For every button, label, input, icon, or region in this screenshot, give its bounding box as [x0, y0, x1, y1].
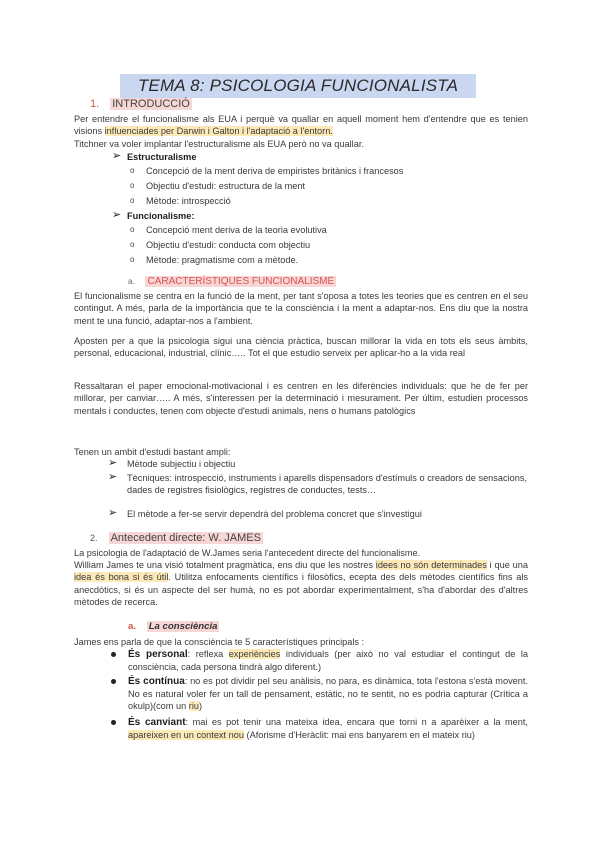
- arrow-bullet-icon: ➢: [112, 150, 122, 162]
- paragraph: Tenen un ambit d'estudi bastant ampli:: [74, 447, 231, 457]
- estr-item: Mètode: introspecció: [146, 196, 231, 206]
- subsection-consciencia-number: a.: [128, 621, 137, 632]
- arrow-bullet-icon: ➢: [108, 507, 118, 519]
- estructuralisme-title: Estructuralisme: [127, 152, 197, 162]
- intro-text: Per entendre el funcionalisme als EUA i perquè va quallar en aquell moment hem d'entendre que es tenien visions: [74, 114, 528, 137]
- funcionalisme-title: Funcionalisme:: [127, 211, 195, 221]
- paragraph: La psicologia de l'adaptació de W.James seria l'antecedent directe del funcionalisme.: [74, 548, 421, 558]
- circle-bullet-icon: o: [130, 240, 135, 249]
- func-item: Mètode: pragmatisme com a mètode.: [146, 255, 299, 265]
- arrow-bullet-icon: ➢: [108, 457, 118, 469]
- paragraph: Ressaltaran el paper emocional-motivacional i es centren en les diferències individuals: que he de fer per millorar, per canviar….. A més, s'interessen per la determinació i mesurament. Per últim, estudien processos mentals i conductes, tenen com objecte d'estudi animals, nens o humans patològics: [74, 381, 528, 416]
- section-2-number: 2.: [90, 533, 98, 543]
- subsection-consciencia-title: La consciència: [148, 621, 218, 632]
- paragraph: Aposten per a que la psicologia sigui una ciència pràctica, buscan millorar la vida en tots els seus àmbits, personal, educacional, industrial, clínic….. Tot el que estudio serveix per aplicar-ho a la vida real: [74, 336, 528, 359]
- section-1-heading: [90, 97, 192, 111]
- intro-paragraph: [74, 113, 528, 150]
- paragraph: El funcionalisme se centra en la funció de la ment, per tant s'oposa a totes les teories que es centren en el seu contingut. A més, parla de la importància que te la consciència i la ment a adaptar-nos. Ens diu que la nostra ment te una funció, adaptar-nos a l'ambient.: [74, 291, 528, 326]
- subsection-a-title: CARACTERÍSTIQUES FUNCIONALISME: [147, 276, 335, 287]
- func-item: Objectiu d'estudi: conducta com objectiu: [146, 240, 311, 250]
- characteristic-personal: És personal: reflexa experiències individuals (per això no val estudiar el contingut de la consciència, cada persona tindrà algo diferent.): [128, 649, 528, 672]
- estr-item: Concepció de la ment deriva de empiristes britànics i francesos: [146, 166, 404, 176]
- james-text-2: i que una: [486, 560, 528, 570]
- james-text: William James te una visió totalment pragmàtica, ens diu que les nostres: [74, 560, 376, 570]
- section-2-title: Antecedent directe: W. JAMES: [110, 532, 261, 544]
- section-1-number: 1.: [90, 98, 100, 110]
- paragraph: James ens parla de que la consciència te 5 característiques principals :: [74, 637, 365, 647]
- characteristic-canviant: És canviant: mai es pot tenir una mateixa idea, encara que torni n a aparèixer a la ment, apareixen en un context nou (Aforisme d'Heràclit: mai ens banyarem en el mateix riu): [128, 717, 528, 740]
- ambit-item: Tècniques: introspecció, instruments i aparells dispensadors d'estímuls o creadors de sensacions, dades de registres fisiològics, registres de conductes, tests…: [127, 473, 527, 495]
- subsection-a-heading: [128, 275, 336, 289]
- intro-text-2: Titchner va voler implantar l'estructuralisme als EUA però no va quallar.: [74, 138, 364, 149]
- section-2-heading: [90, 531, 263, 545]
- bullet-dot-icon: [111, 679, 116, 684]
- characteristic-continua: És contínua: no es pot dividir pel seu anàlisis, no para, es dinàmica, tota l'estona s'està movent. No es natural voler fer un tall de pensament, estàtic, no te sentit, no es podria capturar (Crítica a okulp)(com un riu): [128, 676, 528, 711]
- arrow-bullet-icon: ➢: [108, 471, 118, 483]
- circle-bullet-icon: o: [130, 225, 135, 234]
- arrow-bullet-icon: ➢: [112, 209, 122, 221]
- james-text-3: . Utilitza enfocaments científics i filosòfics, ecepta des dels mètodes científics fins als anecdòtics, si és un aspecte del ser humà, no es pot abordar experimentalment, s'ha d'abordar des d'altres mètodes de recerca.: [74, 572, 528, 607]
- page-title: TEMA 8: PSICOLOGIA FUNCIONALISTA: [120, 74, 476, 98]
- ambit-item: Mètode subjectiu i objectiu: [127, 459, 236, 469]
- circle-bullet-icon: o: [130, 166, 135, 175]
- subsection-consciencia-heading: [128, 621, 219, 633]
- section-1-title: INTRODUCCIÓ: [112, 98, 190, 110]
- estr-item: Objectiu d'estudi: estructura de la ment: [146, 181, 306, 191]
- circle-bullet-icon: o: [130, 196, 135, 205]
- bullet-dot-icon: [111, 720, 116, 725]
- ambit-item: El mètode a fer-se servir dependrà del problema concret que s'investigui: [127, 509, 422, 519]
- james-highlight-1: idees no són determinades: [375, 560, 487, 570]
- subsection-a-number: a.: [128, 277, 135, 286]
- james-paragraph: [74, 559, 528, 608]
- bullet-dot-icon: [111, 652, 116, 657]
- circle-bullet-icon: o: [130, 181, 135, 190]
- james-highlight-2: idea és bona si és útil: [74, 572, 169, 583]
- circle-bullet-icon: o: [130, 255, 135, 264]
- intro-highlight: influenciades per Darwin i Galton i l'adaptació a l'entorn.: [104, 126, 333, 137]
- func-item: Concepció ment deriva de la teoria evolutiva: [146, 225, 327, 235]
